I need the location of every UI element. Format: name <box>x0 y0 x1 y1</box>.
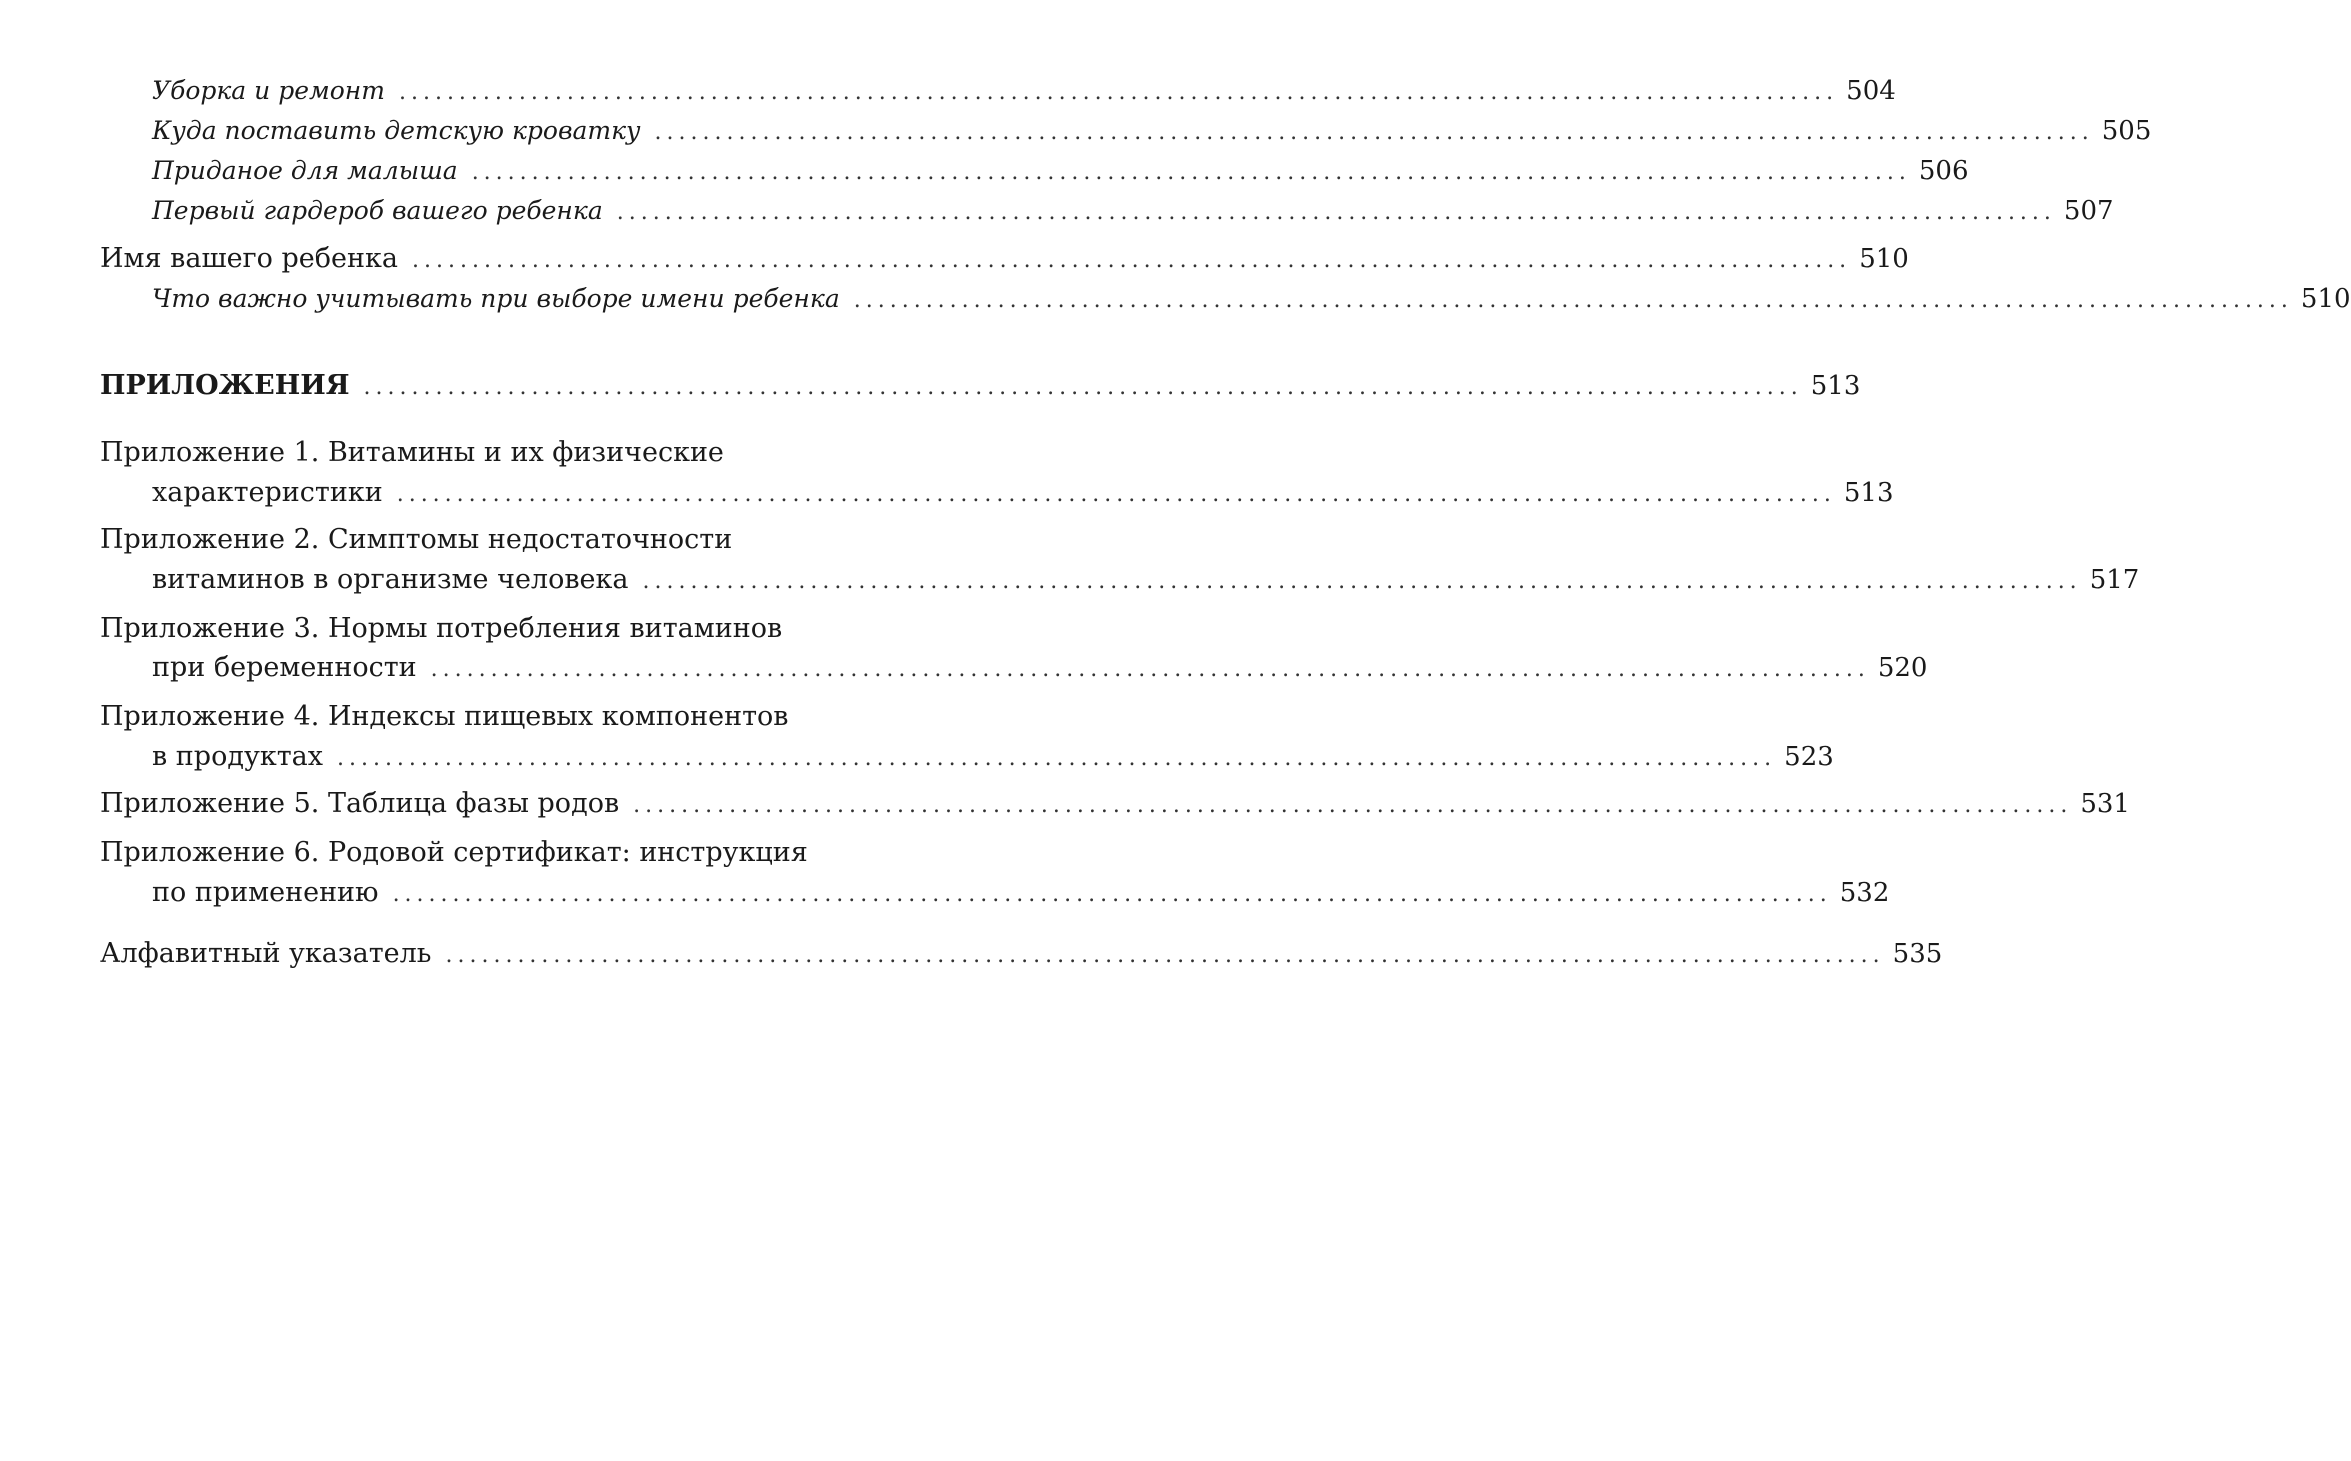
dot-leader: ........................................................................................................................ <box>471 160 1911 185</box>
dot-leader: ........................................................................................................................ <box>336 746 1777 771</box>
dot-leader: ........................................................................................................................ <box>430 657 1870 682</box>
toc-entry-title: Приданое для малыша <box>152 156 458 185</box>
toc-page-number: 507 <box>2063 196 2114 226</box>
toc-entry-title: Алфавитный указатель <box>100 938 432 969</box>
toc-appendix-2-line1[interactable]: Приложение 2. Симптомы недостаточности <box>100 524 733 555</box>
toc-entry-wardrobe[interactable] <box>152 194 2114 230</box>
toc-page-number: 520 <box>1877 653 1928 683</box>
toc-appendix-3-line1[interactable]: Приложение 3. Нормы потребления витаминов <box>100 613 783 644</box>
dot-leader: ........................................................................................................................ <box>396 482 1836 507</box>
toc-entry-baby-name[interactable] <box>100 242 1909 278</box>
toc-appendix-1-line1[interactable]: Приложение 1. Витамины и их физические <box>100 437 724 468</box>
dot-leader: ........................................................................................................................ <box>853 288 2293 313</box>
toc-entry-title: в продуктах <box>152 741 323 772</box>
toc-page-number: 510 <box>2300 284 2351 314</box>
toc-page-number: 517 <box>2089 565 2140 595</box>
toc-entry-title: по применению <box>152 877 379 908</box>
toc-page-number: 513 <box>1810 371 1861 401</box>
dot-leader: ........................................................................................................................ <box>642 569 2082 594</box>
toc-page-number: 513 <box>1843 478 1894 508</box>
toc-entry-crib[interactable] <box>152 114 2152 150</box>
toc-entry-title: Что важно учитывать при выборе имени ребенка <box>152 284 840 313</box>
toc-entry-title: характеристики <box>152 477 383 508</box>
toc-page-number: 523 <box>1784 742 1834 772</box>
toc-appendix-6[interactable] <box>152 876 1890 912</box>
toc-entry-title: Уборка и ремонт <box>152 76 385 105</box>
toc-page-number: 531 <box>2080 789 2130 819</box>
toc-section-appendices[interactable] <box>100 369 1861 405</box>
toc-entry-cleaning[interactable] <box>152 74 1896 110</box>
toc-entry-title: Приложение 5. Таблица фазы родов <box>100 788 620 819</box>
dot-leader: ........................................................................................................................ <box>392 882 1832 907</box>
toc-entry-dowry[interactable] <box>152 154 1969 190</box>
dot-leader: ........................................................................................................................ <box>616 200 2056 225</box>
toc-entry-title: Первый гардероб вашего ребенка <box>152 196 603 225</box>
dot-leader: ........................................................................................................................ <box>398 80 1839 105</box>
toc-page-number: 506 <box>1918 156 1969 186</box>
toc-appendix-3[interactable] <box>152 651 1928 687</box>
toc-page-number: 532 <box>1839 878 1890 908</box>
toc-appendix-1[interactable] <box>152 476 1894 512</box>
toc-appendix-5[interactable] <box>100 787 2130 823</box>
toc-entry-title: витаминов в организме человека <box>152 564 629 595</box>
toc-entry-title: при беременности <box>152 652 417 683</box>
dot-leader: ........................................................................................................................ <box>412 248 1852 273</box>
toc-page-number: 510 <box>1859 244 1909 274</box>
toc-entry-title: Куда поставить детскую кроватку <box>152 116 641 145</box>
toc-entry-title: Имя вашего ребенка <box>100 243 398 274</box>
section-heading: ПРИЛОЖЕНИЯ <box>100 370 350 401</box>
toc-page-number: 505 <box>2101 116 2152 146</box>
toc-alphabetical-index[interactable] <box>100 937 1943 973</box>
dot-leader: ........................................................................................................................ <box>445 943 1885 968</box>
toc-page-number: 535 <box>1892 939 1943 969</box>
dot-leader: ........................................................................................................................ <box>654 120 2094 145</box>
toc-page-number: 504 <box>1846 76 1896 106</box>
toc-entry-name-choice[interactable] <box>152 282 2351 318</box>
toc-appendix-6-line1[interactable]: Приложение 6. Родовой сертификат: инструкция <box>100 837 808 868</box>
toc-appendix-4[interactable] <box>152 740 1834 776</box>
toc-appendix-2[interactable] <box>152 563 2140 599</box>
dot-leader: ........................................................................................................................ <box>633 793 2073 818</box>
toc-appendix-4-line1[interactable]: Приложение 4. Индексы пищевых компонентов <box>100 701 789 732</box>
dot-leader: ........................................................................................................................ <box>363 375 1803 400</box>
